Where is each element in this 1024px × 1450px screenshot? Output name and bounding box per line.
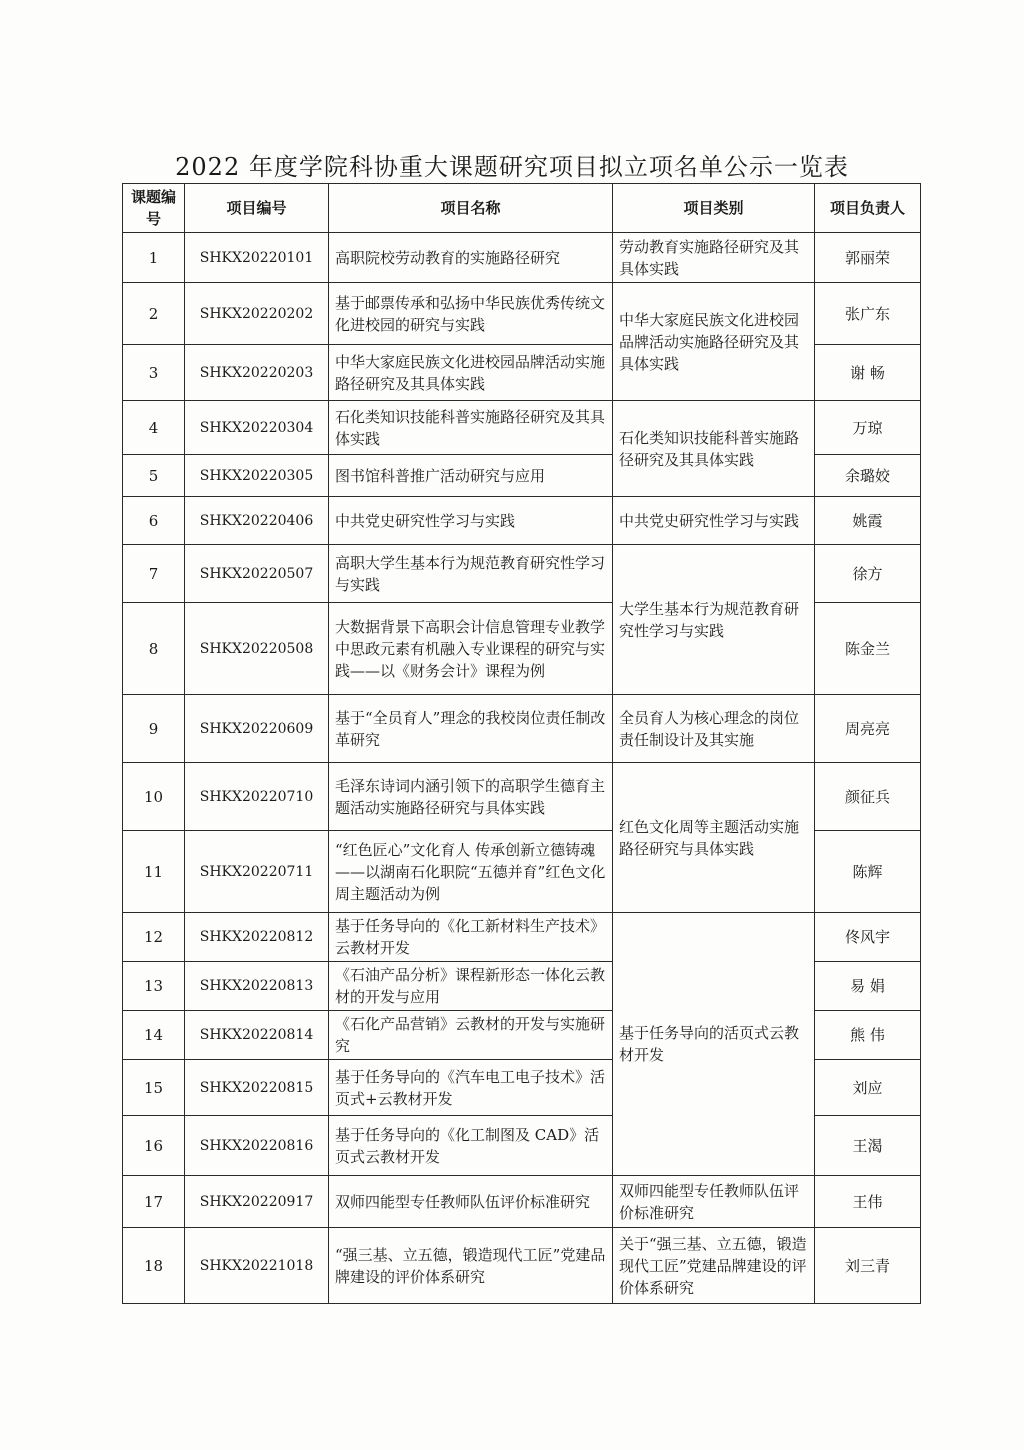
row-name: “强三基、立五德，锻造现代工匠”党建品牌建设的评价体系研究 [329,1228,613,1304]
row-name: 石化类知识技能科普实施路径研究及其具体实践 [329,401,613,455]
project-table [122,183,921,1304]
row-category: 双师四能型专任教师队伍评价标准研究 [613,1176,815,1228]
row-name: 基于任务导向的《化工制图及 CAD》活页式云教材开发 [329,1116,613,1176]
row-no: 10 [123,763,185,831]
row-leader: 颜征兵 [815,763,921,831]
row-name: 大数据背景下高职会计信息管理专业教学中思政元素有机融入专业课程的研究与实践——以《财务会计》课程为例 [329,603,613,695]
row-name: 基于任务导向的《汽车电工电子技术》活页式+云教材开发 [329,1060,613,1116]
row-category: 中华大家庭民族文化进校园品牌活动实施路径研究及其具体实践 [613,283,815,401]
header-category: 项目类别 [613,184,815,233]
row-leader: 徐方 [815,545,921,603]
row-no: 7 [123,545,185,603]
row-no: 15 [123,1060,185,1116]
row-category: 红色文化周等主题活动实施路径研究与具体实践 [613,763,815,913]
header-leader: 项目负责人 [815,184,921,233]
row-no: 14 [123,1011,185,1060]
row-no: 12 [123,913,185,962]
row-leader: 姚霞 [815,497,921,545]
row-category: 大学生基本行为规范教育研究性学习与实践 [613,545,815,695]
row-category: 全员育人为核心理念的岗位责任制设计及其实施 [613,695,815,763]
row-code: SHKX20220815 [185,1060,329,1116]
row-leader: 刘三青 [815,1228,921,1304]
row-code: SHKX20220304 [185,401,329,455]
row-name: 基于邮票传承和弘扬中华民族优秀传统文化进校园的研究与实践 [329,283,613,345]
row-no: 2 [123,283,185,345]
header-code: 项目编号 [185,184,329,233]
row-name: 双师四能型专任教师队伍评价标准研究 [329,1176,613,1228]
row-code: SHKX20220406 [185,497,329,545]
table-row [123,497,921,545]
row-leader: 陈辉 [815,831,921,913]
header-row [123,184,921,233]
row-code: SHKX20220917 [185,1176,329,1228]
table-row [123,763,921,831]
row-name: “红色匠心”文化育人 传承创新立德铸魂——以湖南石化职院“五德并育”红色文化周主题活动为例 [329,831,613,913]
row-no: 17 [123,1176,185,1228]
row-code: SHKX20220813 [185,962,329,1011]
row-name: 基于任务导向的《化工新材料生产技术》云教材开发 [329,913,613,962]
row-name: 《石油产品分析》课程新形态一体化云教材的开发与应用 [329,962,613,1011]
row-name: 高职院校劳动教育的实施路径研究 [329,233,613,283]
row-code: SHKX20220710 [185,763,329,831]
row-no: 8 [123,603,185,695]
row-category: 劳动教育实施路径研究及其具体实践 [613,233,815,283]
table-row [123,1176,921,1228]
row-category: 关于“强三基、立五德，锻造现代工匠”党建品牌建设的评价体系研究 [613,1228,815,1304]
row-name: 中华大家庭民族文化进校园品牌活动实施路径研究及其具体实践 [329,345,613,401]
row-leader: 万琼 [815,401,921,455]
row-name: 《石化产品营销》云教材的开发与实施研究 [329,1011,613,1060]
row-leader: 张广东 [815,283,921,345]
table-row [123,233,921,283]
row-name: 高职大学生基本行为规范教育研究性学习与实践 [329,545,613,603]
row-no: 16 [123,1116,185,1176]
row-leader: 王渴 [815,1116,921,1176]
row-leader: 熊 伟 [815,1011,921,1060]
row-code: SHKX20220812 [185,913,329,962]
row-leader: 王伟 [815,1176,921,1228]
row-leader: 陈金兰 [815,603,921,695]
row-name: 毛泽东诗词内涵引领下的高职学生德育主题活动实施路径研究与具体实践 [329,763,613,831]
row-no: 1 [123,233,185,283]
row-code: SHKX20220202 [185,283,329,345]
row-code: SHKX20220203 [185,345,329,401]
row-code: SHKX20220508 [185,603,329,695]
header-name: 项目名称 [329,184,613,233]
header-no: 课题编号 [123,184,185,233]
row-leader: 谢 畅 [815,345,921,401]
row-name: 图书馆科普推广活动研究与应用 [329,455,613,497]
page-title: 2022 年度学院科协重大课题研究项目拟立项名单公示一览表 [175,153,849,181]
row-category: 石化类知识技能科普实施路径研究及其具体实践 [613,401,815,497]
row-leader: 郭丽荣 [815,233,921,283]
row-code: SHKX20220609 [185,695,329,763]
row-no: 18 [123,1228,185,1304]
row-no: 11 [123,831,185,913]
row-no: 5 [123,455,185,497]
row-name: 中共党史研究性学习与实践 [329,497,613,545]
row-category: 中共党史研究性学习与实践 [613,497,815,545]
row-code: SHKX20220507 [185,545,329,603]
row-leader: 刘应 [815,1060,921,1116]
table-row [123,283,921,345]
row-leader: 易 娟 [815,962,921,1011]
row-category: 基于任务导向的活页式云教材开发 [613,913,815,1176]
row-no: 3 [123,345,185,401]
table-row [123,401,921,455]
table-row [123,545,921,603]
row-no: 6 [123,497,185,545]
row-code: SHKX20220101 [185,233,329,283]
row-code: SHKX20220305 [185,455,329,497]
row-leader: 佟风宇 [815,913,921,962]
row-code: SHKX20220711 [185,831,329,913]
row-no: 9 [123,695,185,763]
row-no: 4 [123,401,185,455]
table-row [123,913,921,962]
table-row [123,695,921,763]
row-no: 13 [123,962,185,1011]
row-name: 基于“全员育人”理念的我校岗位责任制改革研究 [329,695,613,763]
row-code: SHKX20220816 [185,1116,329,1176]
row-leader: 余璐姣 [815,455,921,497]
row-code: SHKX20221018 [185,1228,329,1304]
table-row [123,1228,921,1304]
row-leader: 周亮亮 [815,695,921,763]
row-code: SHKX20220814 [185,1011,329,1060]
